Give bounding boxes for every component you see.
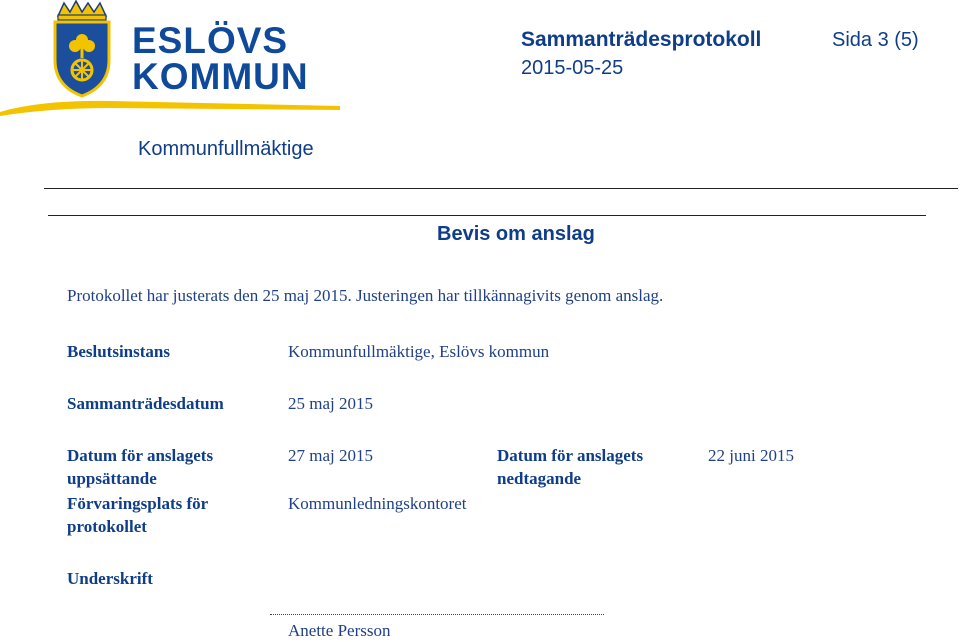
document-title: Sammanträdesprotokoll	[521, 28, 762, 51]
divider	[48, 215, 926, 216]
page-number: Sida 3 (5)	[832, 29, 919, 51]
beslutsinstans-value: Kommunfullmäktige, Eslövs kommun	[288, 342, 550, 361]
uppsattande-label-line1: Datum för anslagets	[67, 446, 214, 465]
signature-label: Underskrift	[67, 569, 153, 588]
sammantradesdatum-value: 25 maj 2015	[288, 394, 373, 413]
forvaringsplats-label-line1: Förvaringsplats för	[67, 494, 209, 513]
forvaringsplats-label-line2: protokollet	[67, 517, 147, 536]
logo-text-kommun: KOMMUN	[132, 56, 309, 97]
logo	[0, 0, 345, 118]
nedtagande-label-line2: nedtagande	[497, 469, 582, 488]
nedtagande-value: 22 juni 2015	[708, 446, 794, 465]
beslutsinstans-label: Beslutsinstans	[67, 342, 170, 361]
signatory-name: Anette Persson	[288, 621, 391, 640]
uppsattande-label-line2: uppsättande	[67, 469, 157, 488]
uppsattande-value: 27 maj 2015	[288, 446, 373, 465]
sammantradesdatum-label: Sammanträdesdatum	[67, 394, 224, 413]
organ-name: Kommunfullmäktige	[138, 138, 314, 160]
divider	[44, 188, 958, 189]
section-title: Bevis om anslag	[437, 223, 595, 245]
intro-text: Protokollet har justerats den 25 maj 2015. Justeringen har tillkännagivits genom anslag.	[67, 286, 664, 305]
document-date: 2015-05-25	[521, 57, 624, 79]
logo-text-eslovs: ESLÖVS	[132, 20, 289, 61]
nedtagande-label-line1: Datum för anslagets	[497, 446, 644, 465]
forvaringsplats-value: Kommunledningskontoret	[288, 494, 467, 513]
signature-line	[270, 614, 604, 615]
